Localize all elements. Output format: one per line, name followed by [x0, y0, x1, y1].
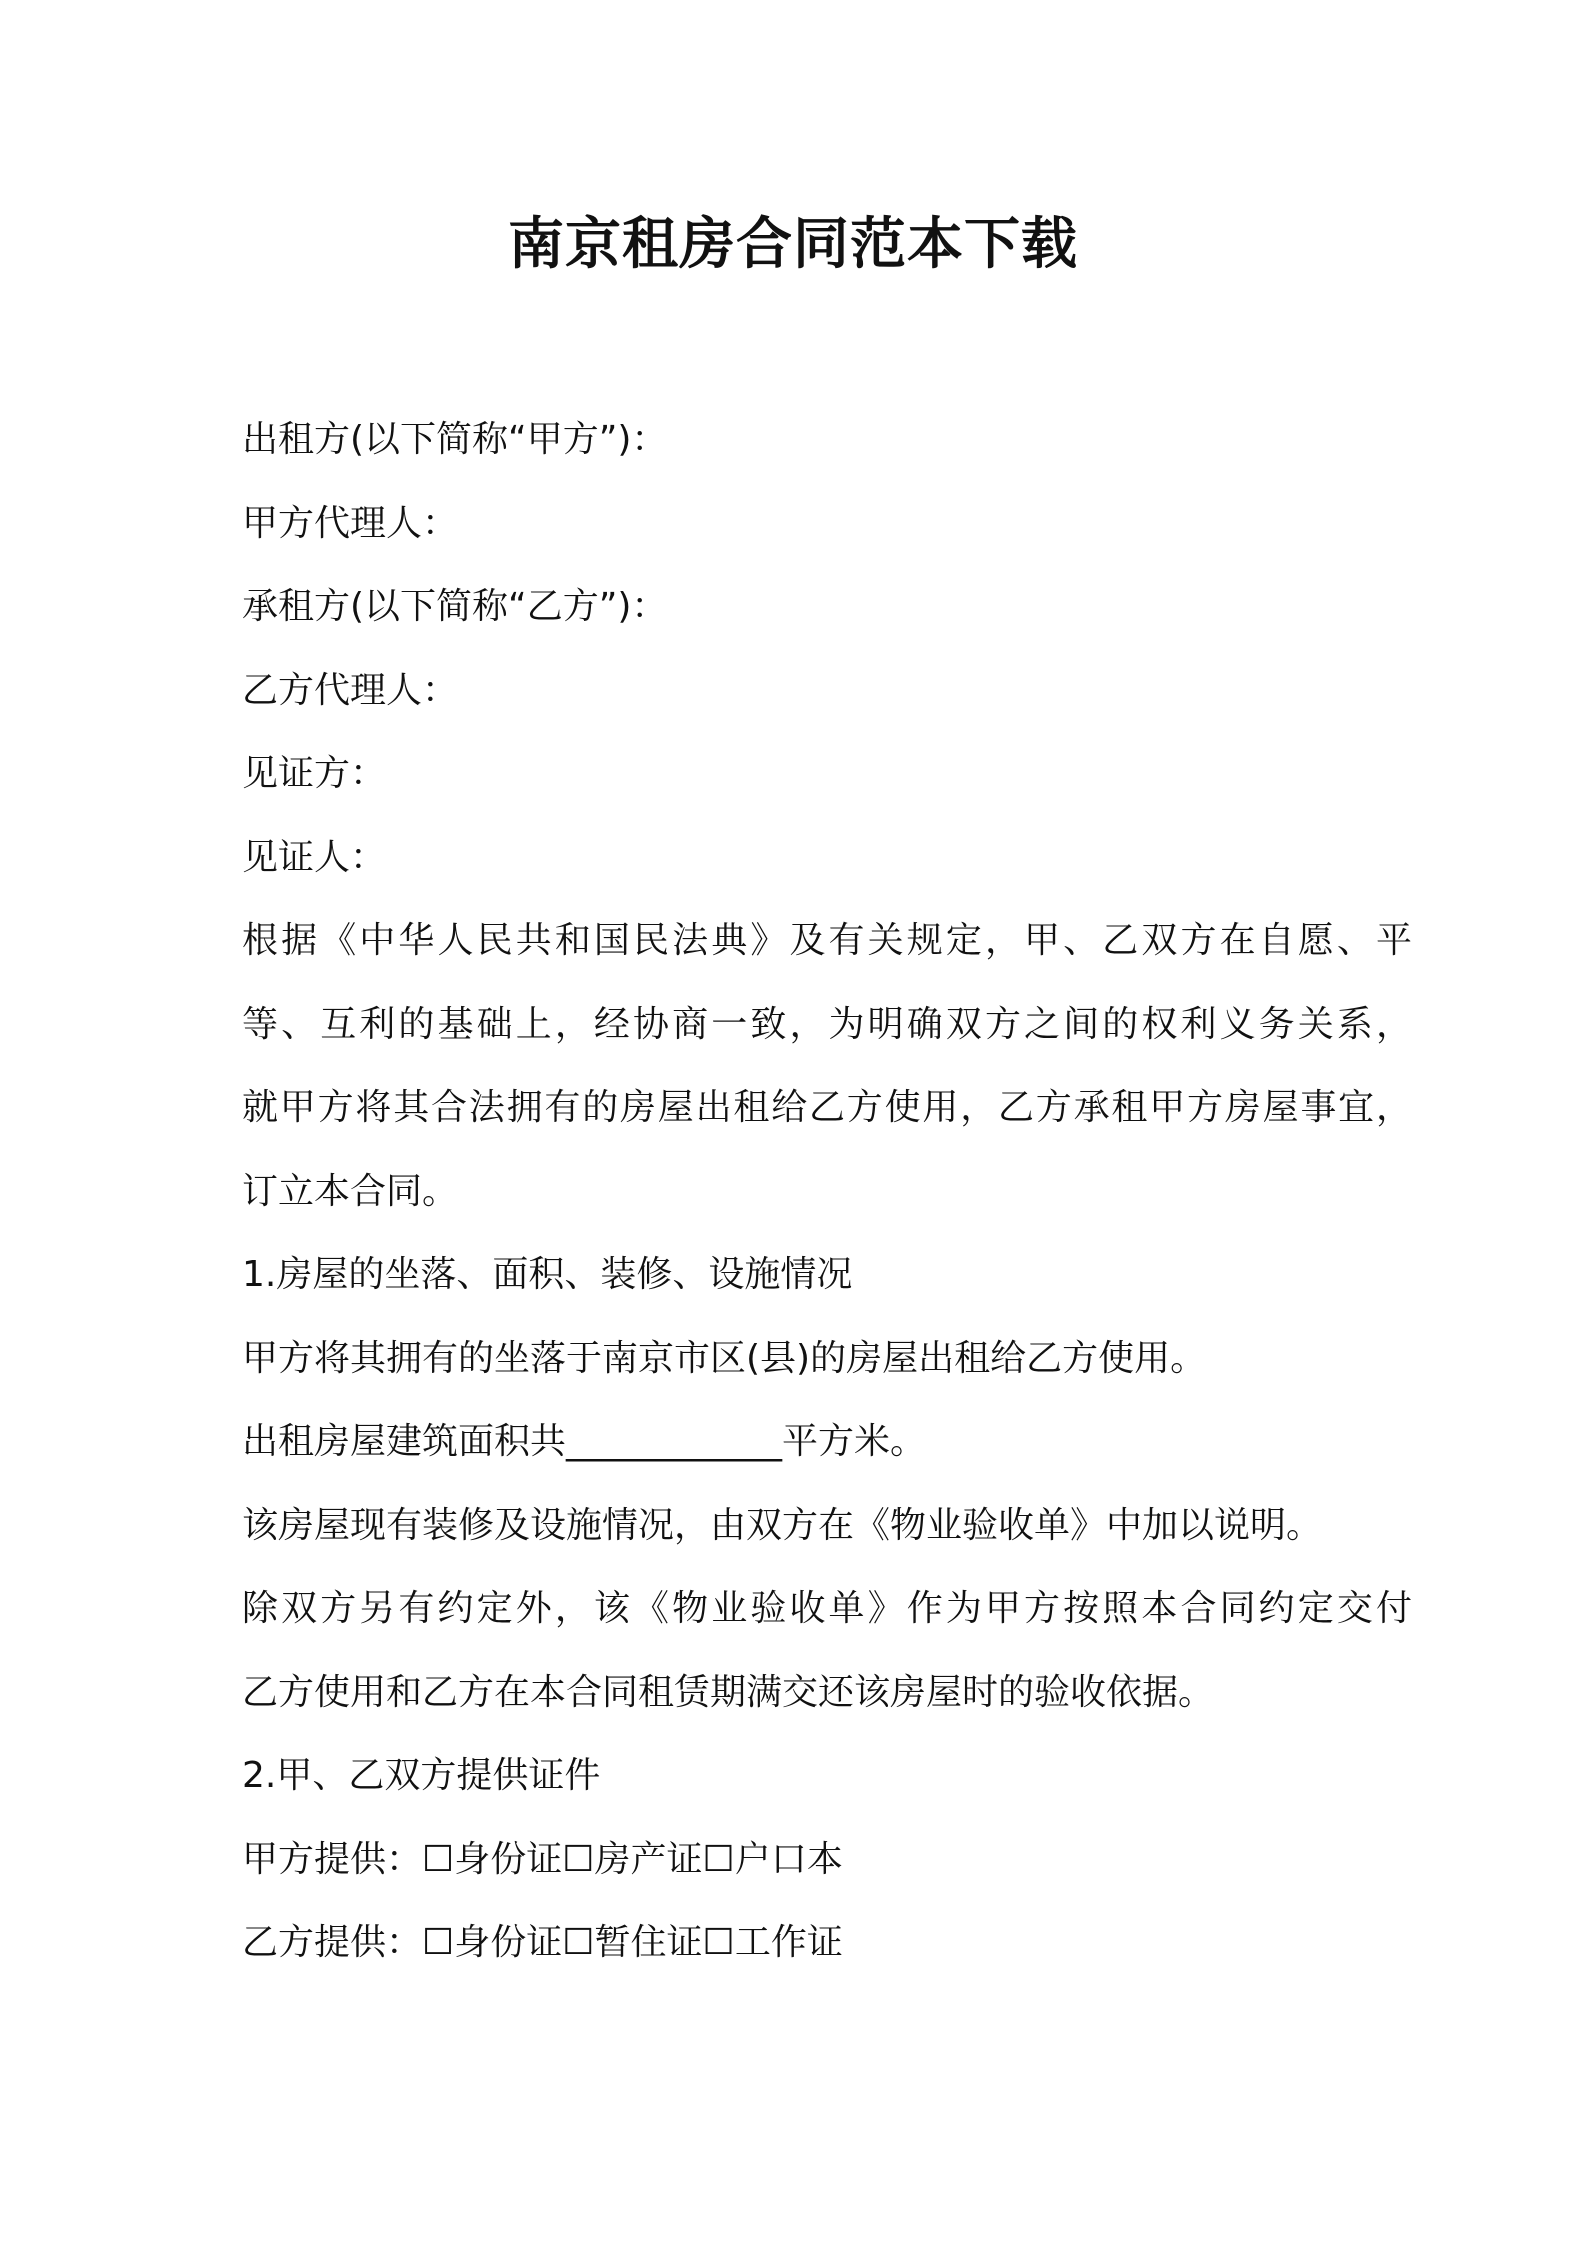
section-1-line-5: 乙方使用和乙方在本合同租赁期满交还该房屋时的验收依据。	[242, 1671, 1215, 1713]
lessee-agent-line: 乙方代理人：	[242, 669, 459, 711]
witness-party-line: 见证方：	[242, 753, 387, 794]
witness-person-line: 见证人：	[242, 836, 387, 878]
party-a-documents-line: 甲方提供：☐身份证☐房产证☐户口本	[242, 1838, 843, 1880]
party-b-documents-line: 乙方提供：☐身份证☐暂住证☐工作证	[242, 1922, 843, 1963]
section-1-line-1: 甲方将其拥有的坐落于南京市区(县)的房屋出租给乙方使用。	[242, 1337, 1207, 1379]
section-1-heading: 1.房屋的坐落、面积、装修、设施情况	[242, 1254, 853, 1295]
lessee-line: 承租方(以下简称“乙方”)：	[242, 586, 668, 627]
preamble-line-3: 就甲方将其合法拥有的房屋出租给乙方使用，乙方承租甲方房屋事宜，	[242, 1087, 1412, 1128]
document-title: 南京租房合同范本下载	[508, 212, 1078, 277]
lessor-agent-line: 甲方代理人：	[242, 502, 459, 544]
lessor-line: 出租方(以下简称“甲方”)：	[242, 419, 668, 460]
preamble-line-1: 根据《中华人民共和国民法典》及有关规定，甲、乙双方在自愿、平	[242, 920, 1412, 961]
document-body	[242, 398, 1412, 1985]
section-1-area-line: 出租房屋建筑面积共____________平方米。	[242, 1421, 927, 1462]
preamble-line-2: 等、互利的基础上，经协商一致，为明确双方之间的权利义务关系，	[242, 1003, 1412, 1045]
section-1-line-4: 除双方另有约定外，该《物业验收单》作为甲方按照本合同约定交付	[242, 1588, 1412, 1629]
preamble-line-4: 订立本合同。	[242, 1170, 459, 1212]
section-2-heading: 2.甲、乙双方提供证件	[242, 1755, 601, 1796]
section-1-line-3: 该房屋现有装修及设施情况，由双方在《物业验收单》中加以说明。	[242, 1504, 1323, 1546]
